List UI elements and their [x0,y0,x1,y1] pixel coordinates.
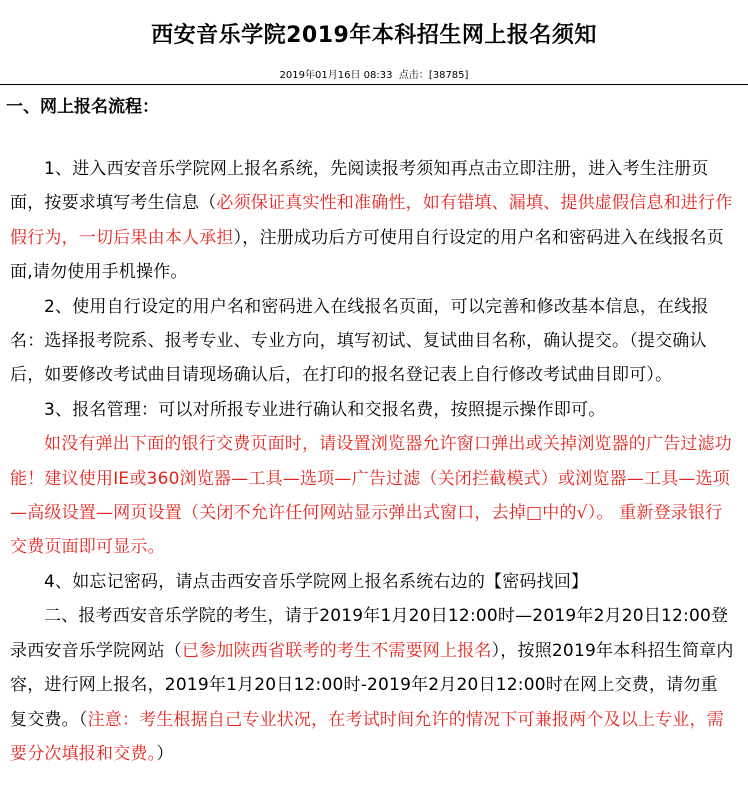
highlight-warning-text: 必须保证真实性和准确性，如有错填、漏填、提供虚假信息和进行作假行为，一切后果由本人承担 [10,193,733,248]
highlight-exemption-text: 已参加陕西省联考的考生不需要网上报名 [182,640,492,661]
paragraph-text: 1、进入西安音乐学院网上报名系统，先阅读报考须知再点击立即注册，进入考生注册页面，按要求填写考生信息（ [10,159,709,214]
section-heading: 一、网上报名流程： [6,97,159,117]
highlight-note-text: 注意：考生根据自己专业状况，在考试时间允许的情况下可兼报两个及以上专业，需要分次填报和交费。 [10,709,724,764]
article-body [10,152,734,771]
paragraph-text: 二、报考西安音乐学院的考生，请于2019年1月20日12:00时—2019年2月20日12:00登录西安音乐学院网站（ [10,606,729,661]
paragraph-text: ），按照2019年本科招生简章内容，进行网上报名，2019年1月20日12:00时-2019年2月20日12:00时在网上交费，请勿重复交费。（ [10,640,734,730]
click-count-value: [38785] [428,70,469,81]
paragraph-password-recovery [10,565,734,599]
paragraph-text: 2、使用自行设定的用户名和密码进入在线报名页面，可以完善和修改基本信息，在线报名：选择报考院系、报考专业、专业方向，填写初试、复试曲目名称，确认提交。（提交确认后，如要修改考试曲目请现场确认后，在打印的报名登记表上自行修改考试曲目即可）。 [10,296,709,386]
paragraph-text: 如没有弹出下面的银行交费页面时，请设置浏览器允许窗口弹出或关掉浏览器的广告过滤功能！建议使用IE或360浏览器—工具—选项—广告过滤（关闭拦截模式）或浏览器—工具—选项—高级设置—网页设置（关闭不允许任何网站显示弹出式窗口，去掉 [10,434,732,524]
paragraph-online-signup [10,290,734,393]
header-divider [0,84,748,85]
paragraph-text: ） [156,743,174,764]
article-meta [0,66,748,81]
click-count-label: 点击： [398,70,429,81]
paragraph-text: 4、如忘记密码，请点击西安音乐学院网上报名系统右边的【密码找回】 [44,571,589,592]
checkbox-symbol: □ [526,503,543,524]
paragraph-browser-warning [10,427,734,565]
paragraph-application-period [10,599,734,771]
paragraph-text: 中的√）。 重新登录银行交费页面即可显示。 [10,503,723,558]
paragraph-text: ），注册成功后方可使用自行设定的用户名和密码进入在线报名页面,请勿使用手机操作。 [10,227,724,283]
article-title: 西安音乐学院2019年本科招生网上报名须知 [151,23,597,48]
paragraph-management [10,393,734,427]
paragraph-text: 3、报名管理：可以对所报专业进行确认和交报名费，按照提示操作即可。 [44,399,606,420]
publish-date: 2019年01月16日 08:33 [279,70,393,81]
paragraph-registration [10,152,734,290]
